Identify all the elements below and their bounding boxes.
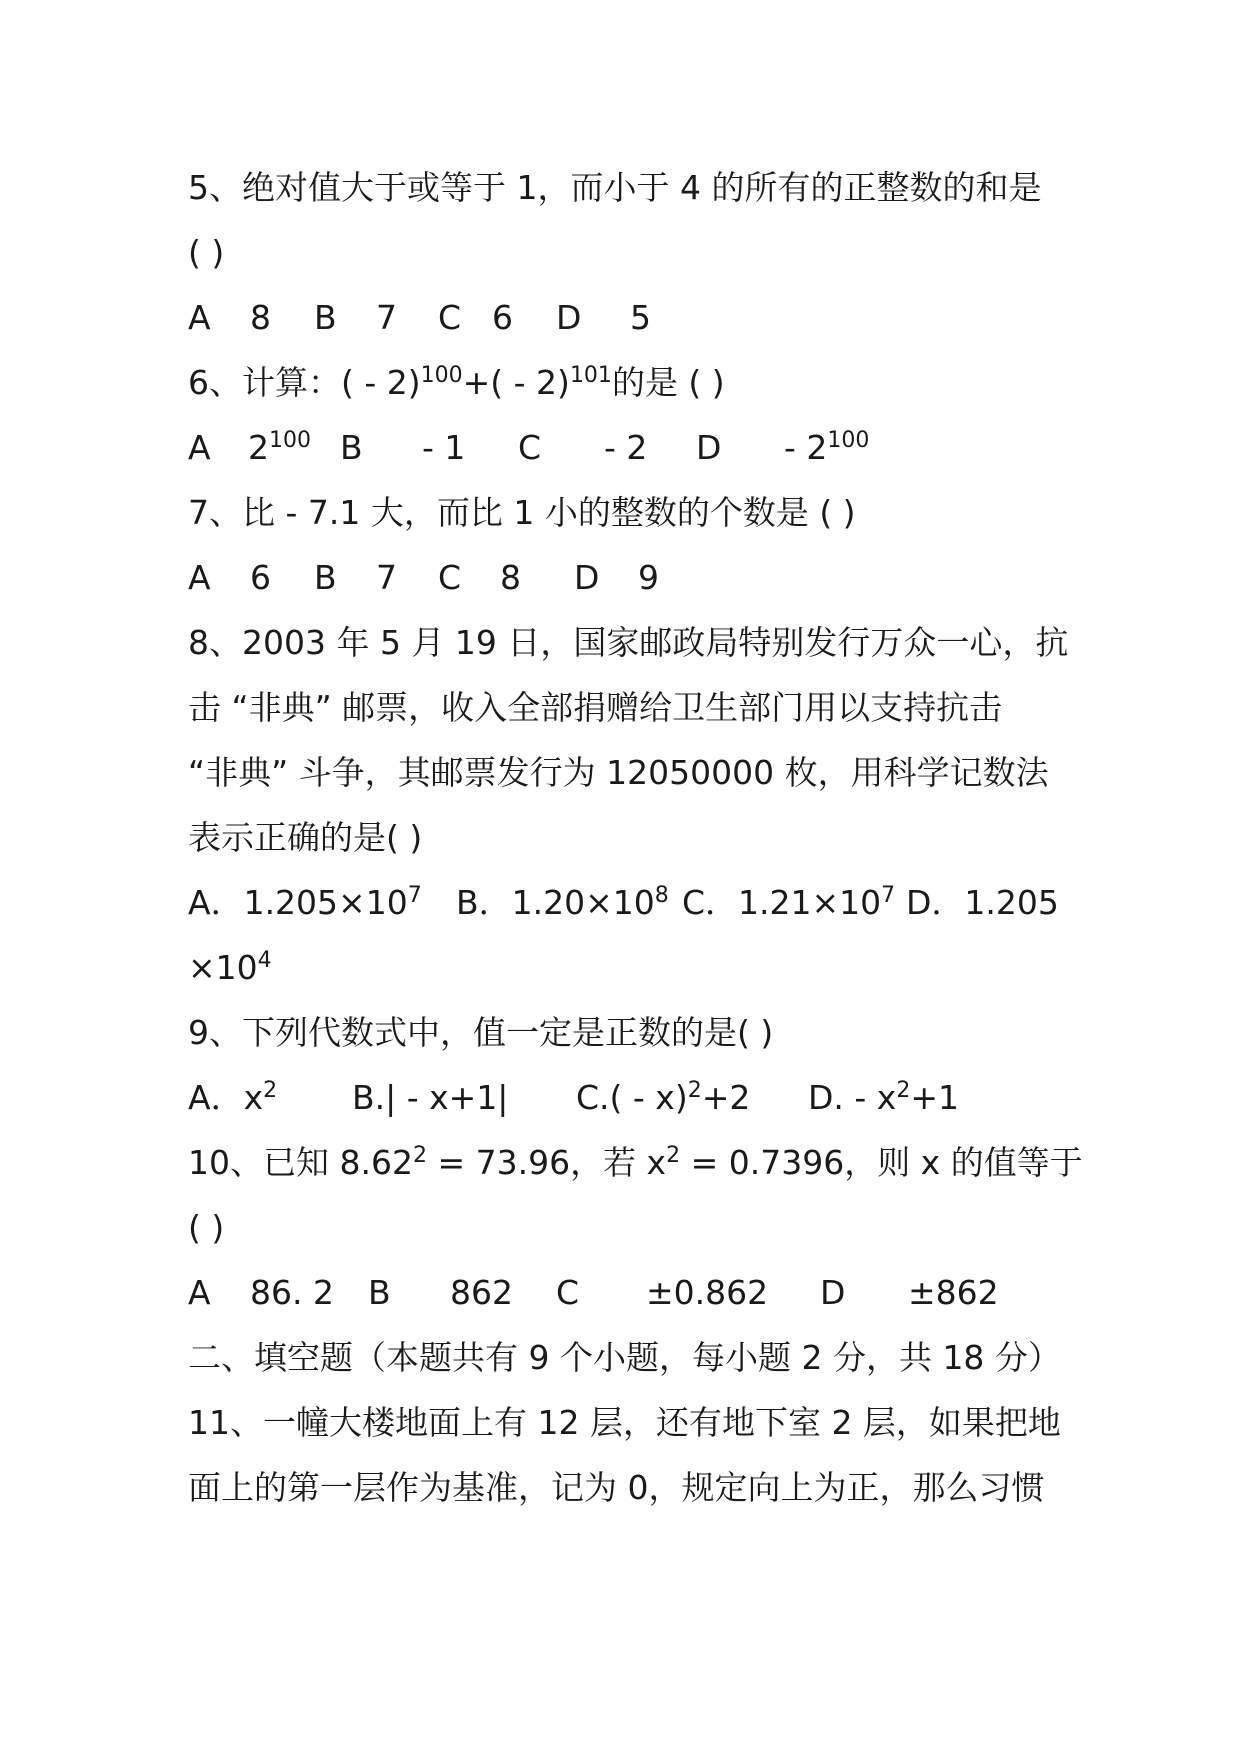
q5-option-d-value: 5 [630, 298, 651, 337]
q7-option-b-label: B [314, 558, 337, 597]
q6-stem-part1: 6、计算：( - 2) [188, 363, 421, 402]
q7-option-d-label: D [574, 558, 600, 597]
section-title-fill-in-blanks: 二、填空题（本题共有 9 个小题，每小题 2 分，共 18 分） [188, 1338, 1061, 1377]
q9-option-a: A．$x^2$ [188, 1078, 278, 1117]
q7-stem: 7、比 - 7.1 大，而比 1 小的整数的个数是 ( ) [188, 493, 856, 532]
q5-answer-paren: ( ) [188, 233, 225, 272]
q10-option-b-value: 862 [450, 1273, 513, 1312]
q8-option-c: C．$1.21\times 10^7$ [682, 883, 896, 922]
q10-answer-paren: ( ) [188, 1208, 225, 1247]
q9-option-d: D. - $x^2+1$ [808, 1078, 959, 1117]
q6-option-b-label: B [340, 428, 363, 467]
q6-stem-part2: +( - 2) [462, 363, 570, 402]
q5-option-c-value: 6 [492, 298, 513, 337]
q6-option-b-value: - 1 [422, 428, 466, 467]
q11-stem-line1: 11、一幢大楼地面上有 12 层，还有地下室 2 层，如果把地 [188, 1403, 1061, 1442]
q9-option-b: B.| - x+1| [352, 1078, 509, 1117]
q5-option-a-value: 8 [250, 298, 271, 337]
q7-option-a-value: 6 [250, 558, 271, 597]
q10-option-a-value: 86. 2 [250, 1273, 334, 1312]
q6-option-d-label: D [696, 428, 722, 467]
q5-option-b-label: B [314, 298, 337, 337]
q5-option-c-label: C [438, 298, 462, 337]
q10-stem: 10、已知 $8.62^2 = 73.96$，若 $x^2 = 0.7396$，则 x 的值等于 [188, 1143, 1083, 1182]
q5-option-d-label: D [556, 298, 582, 337]
q8-stem-line4: 表示正确的是( ) [188, 818, 423, 857]
q10-option-b-label: B [368, 1273, 391, 1312]
q10-option-c-value: ±0.862 [646, 1273, 769, 1312]
q7-option-b-value: 7 [376, 558, 397, 597]
q10-option-d-label: D [820, 1273, 846, 1312]
q8-stem-line1: 8、2003 年 5 月 19 日，国家邮政局特别发行万众一心，抗 [188, 623, 1069, 662]
q5-stem: 5、绝对值大于或等于 1，而小于 4 的所有的正整数的和是 [188, 168, 1042, 207]
q8-option-d: D．1.205 [906, 883, 1059, 922]
q6-option-a-label: A [188, 428, 211, 467]
q6-option-c-value: - 2 [604, 428, 648, 467]
q11-stem-line2: 面上的第一层作为基准，记为 0，规定向上为正，那么习惯 [188, 1468, 1045, 1507]
q9-stem: 9、下列代数式中，值一定是正数的是( ) [188, 1013, 774, 1052]
q8-option-b: B．$1.20\times 10^8$ [456, 883, 669, 922]
q6-option-d-value: - $2^{100}$ [784, 428, 870, 467]
q10-option-d-value: ±862 [908, 1273, 999, 1312]
q6-option-c-label: C [518, 428, 542, 467]
q8-option-d-continued: $\times 10^4$ [188, 948, 272, 987]
q5-option-b-value: 7 [376, 298, 397, 337]
q6-option-a-value: $2^{100}$ [248, 428, 311, 467]
q8-option-a: A．$1.205\times 10^7$ [188, 883, 422, 922]
q5-option-a-label: A [188, 298, 211, 337]
q7-option-c-label: C [438, 558, 462, 597]
q7-option-a-label: A [188, 558, 211, 597]
q10-option-c-label: C [556, 1273, 580, 1312]
q7-option-d-value: 9 [638, 558, 659, 597]
q8-stem-line3: “非典” 斗争，其邮票发行为 12050000 枚，用科学记数法 [188, 753, 1049, 792]
q9-option-c: C.( - x)$^2$+2 [576, 1078, 751, 1117]
q6-exponent-1: 100 [420, 363, 463, 388]
q6-stem-part3: 的是 ( ) [611, 363, 725, 402]
q6-exponent-2: 101 [569, 363, 612, 388]
q7-option-c-value: 8 [500, 558, 521, 597]
q10-option-a-label: A [188, 1273, 211, 1312]
q8-stem-line2: 击 “非典” 邮票，收入全部捐赠给卫生部门用以支持抗击 [188, 688, 1003, 727]
q6-stem [188, 363, 725, 403]
